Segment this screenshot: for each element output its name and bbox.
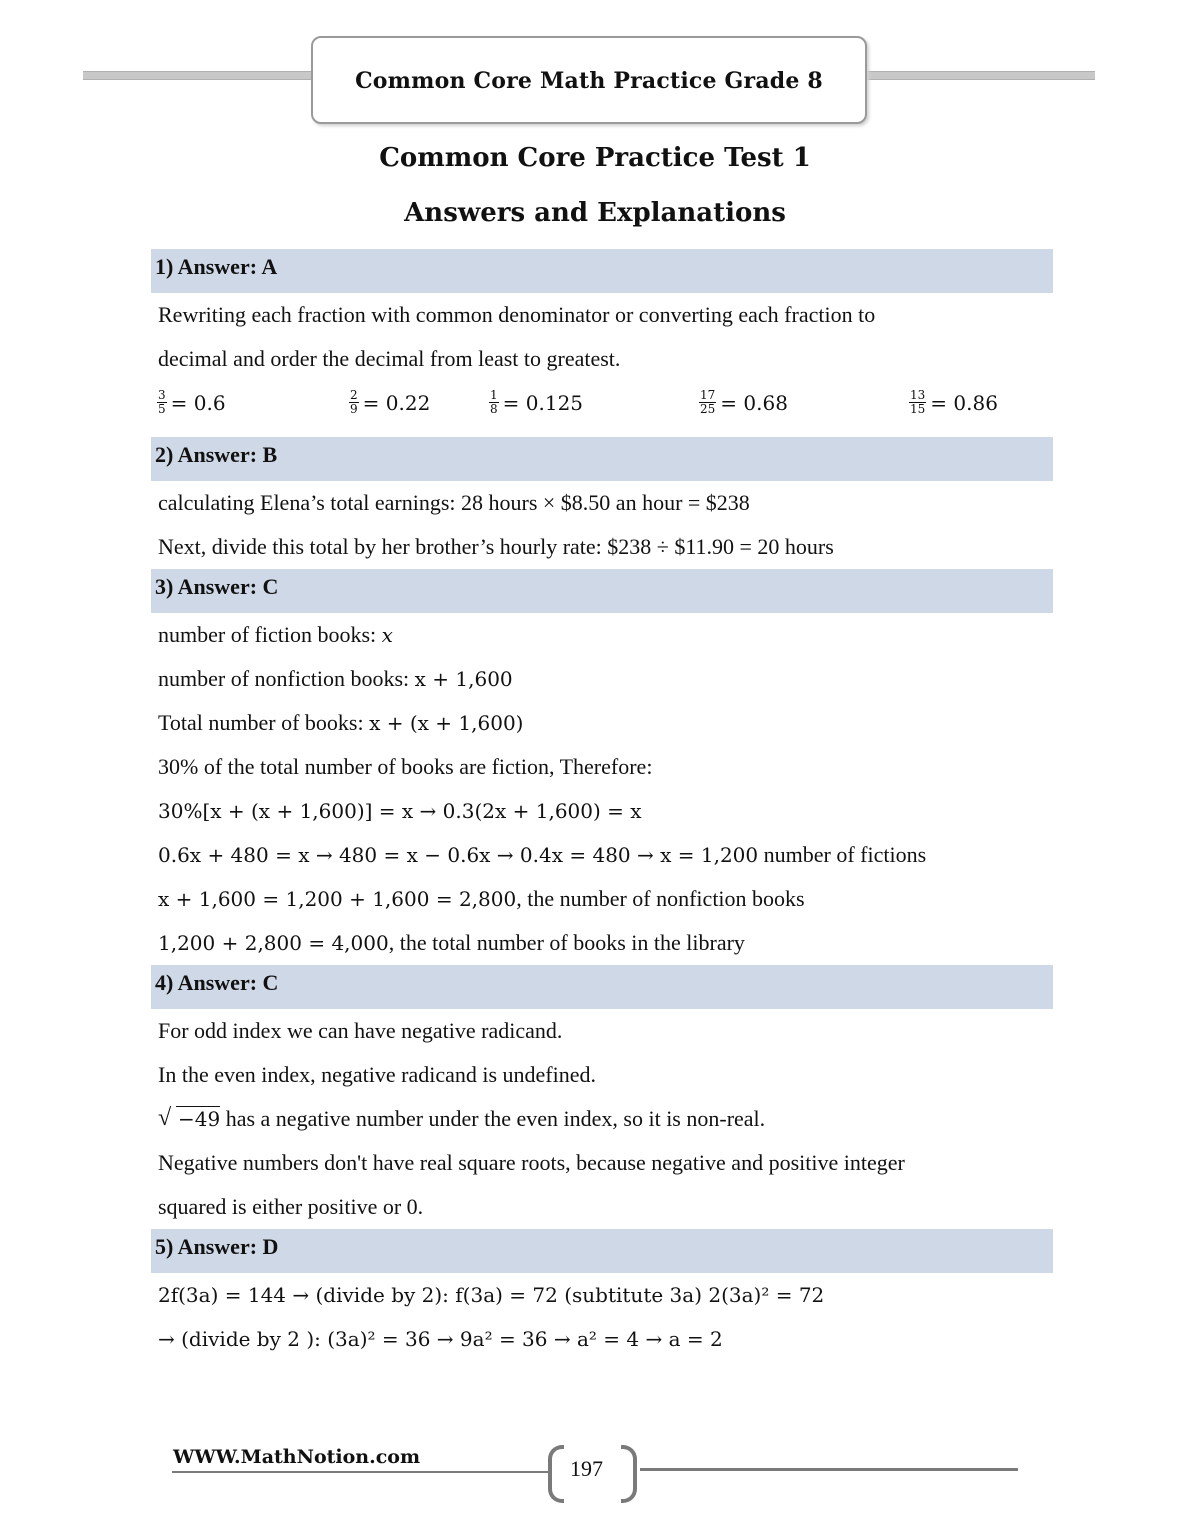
fraction-item: $\frac{2}{9}$ = 0.22 [350,388,431,416]
answer-4-line-3: √ −49 has a negative number under the even index, so it is non-real. [151,1097,1053,1141]
answer-5-line-1: 2f(3a) = 144 → (divide by 2): f(3a) = 72 (subtitute 3a) 2(3a)² = 72 [158,1283,825,1307]
answer-3-line-3: Total number of books: x + (x + 1,600) [158,710,524,735]
header-rule-left [83,71,313,80]
answer-2-heading: 2) Answer: B [151,437,1053,481]
answer-3-line-7: x + 1,600 = 1,200 + 1,600 = 2,800, the number of nonfiction books [158,886,805,911]
answers-content [151,249,1053,1361]
answer-1-fractions [151,381,1053,437]
fraction-item: $\frac{17}{25}$ = 0.68 [700,388,788,416]
answer-3-line-5: 30%[x + (x + 1,600)] = x → 0.3(2x + 1,600) = x [158,799,642,823]
answer-3-line-8: 1,200 + 2,800 = 4,000, the total number of books in the library [158,930,745,955]
answer-3-line-6: 0.6x + 480 = x → 480 = x − 0.6x → 0.4x = 480 → x = 1,200 number of fictions [158,842,927,867]
answer-1-heading: 1) Answer: A [151,249,1053,293]
answer-3-line-2: number of nonfiction books: x + 1,600 [158,666,513,691]
fraction-item: $\frac{13}{15}$ = 0.86 [910,388,998,416]
answer-3-line-1: number of fiction books: x [158,622,393,647]
answer-4-line-1: For odd index we can have negative radicand. [158,1018,563,1043]
answer-4-line-5: squared is either positive or 0. [158,1194,424,1219]
answer-5-heading: 5) Answer: D [151,1229,1053,1273]
square-root: √ −49 [158,1105,221,1131]
answer-5-line-2: → (divide by 2 ): (3a)² = 36 → 9a² = 36 → a² = 4 → a = 2 [158,1327,723,1351]
answer-4-heading: 4) Answer: C [151,965,1053,1009]
page-number-bracket-right [621,1445,637,1503]
page-number: 197 [570,1456,603,1481]
header-title: Common Core Math Practice Grade 8 [355,68,823,94]
header-box [311,36,867,124]
page-subtitle: Answers and Explanations [404,198,786,228]
answer-4-line-2: In the even index, negative radicand is undefined. [158,1062,597,1087]
footer-rule-left [172,1471,552,1473]
answer-2-line-1: calculating Elena’s total earnings: 28 hours × $8.50 an hour = $238 [158,490,750,515]
page-number-bracket-left [548,1445,564,1503]
footer-rule-right [640,1468,1018,1471]
header-rule-right [862,71,1095,80]
page-title: Common Core Practice Test 1 [379,143,811,173]
fraction-item: $\frac{1}{8}$ = 0.125 [490,388,584,416]
answer-2-line-2: Next, divide this total by her brother’s hourly rate: $238 ÷ $11.90 = 20 hours [158,534,834,559]
fraction-item: $\frac{3}{5}$ = 0.6 [158,388,226,416]
answer-4-line-4: Negative numbers don't have real square roots, because negative and positive integer [158,1150,905,1175]
footer-website: WWW.MathNotion.com [173,1446,421,1468]
answer-1-line-1: Rewriting each fraction with common denominator or converting each fraction to [158,302,876,327]
answer-1-line-2: decimal and order the decimal from least to greatest. [158,346,621,371]
answer-3-heading: 3) Answer: C [151,569,1053,613]
answer-3-line-4: 30% of the total number of books are fiction, Therefore: [158,754,653,779]
